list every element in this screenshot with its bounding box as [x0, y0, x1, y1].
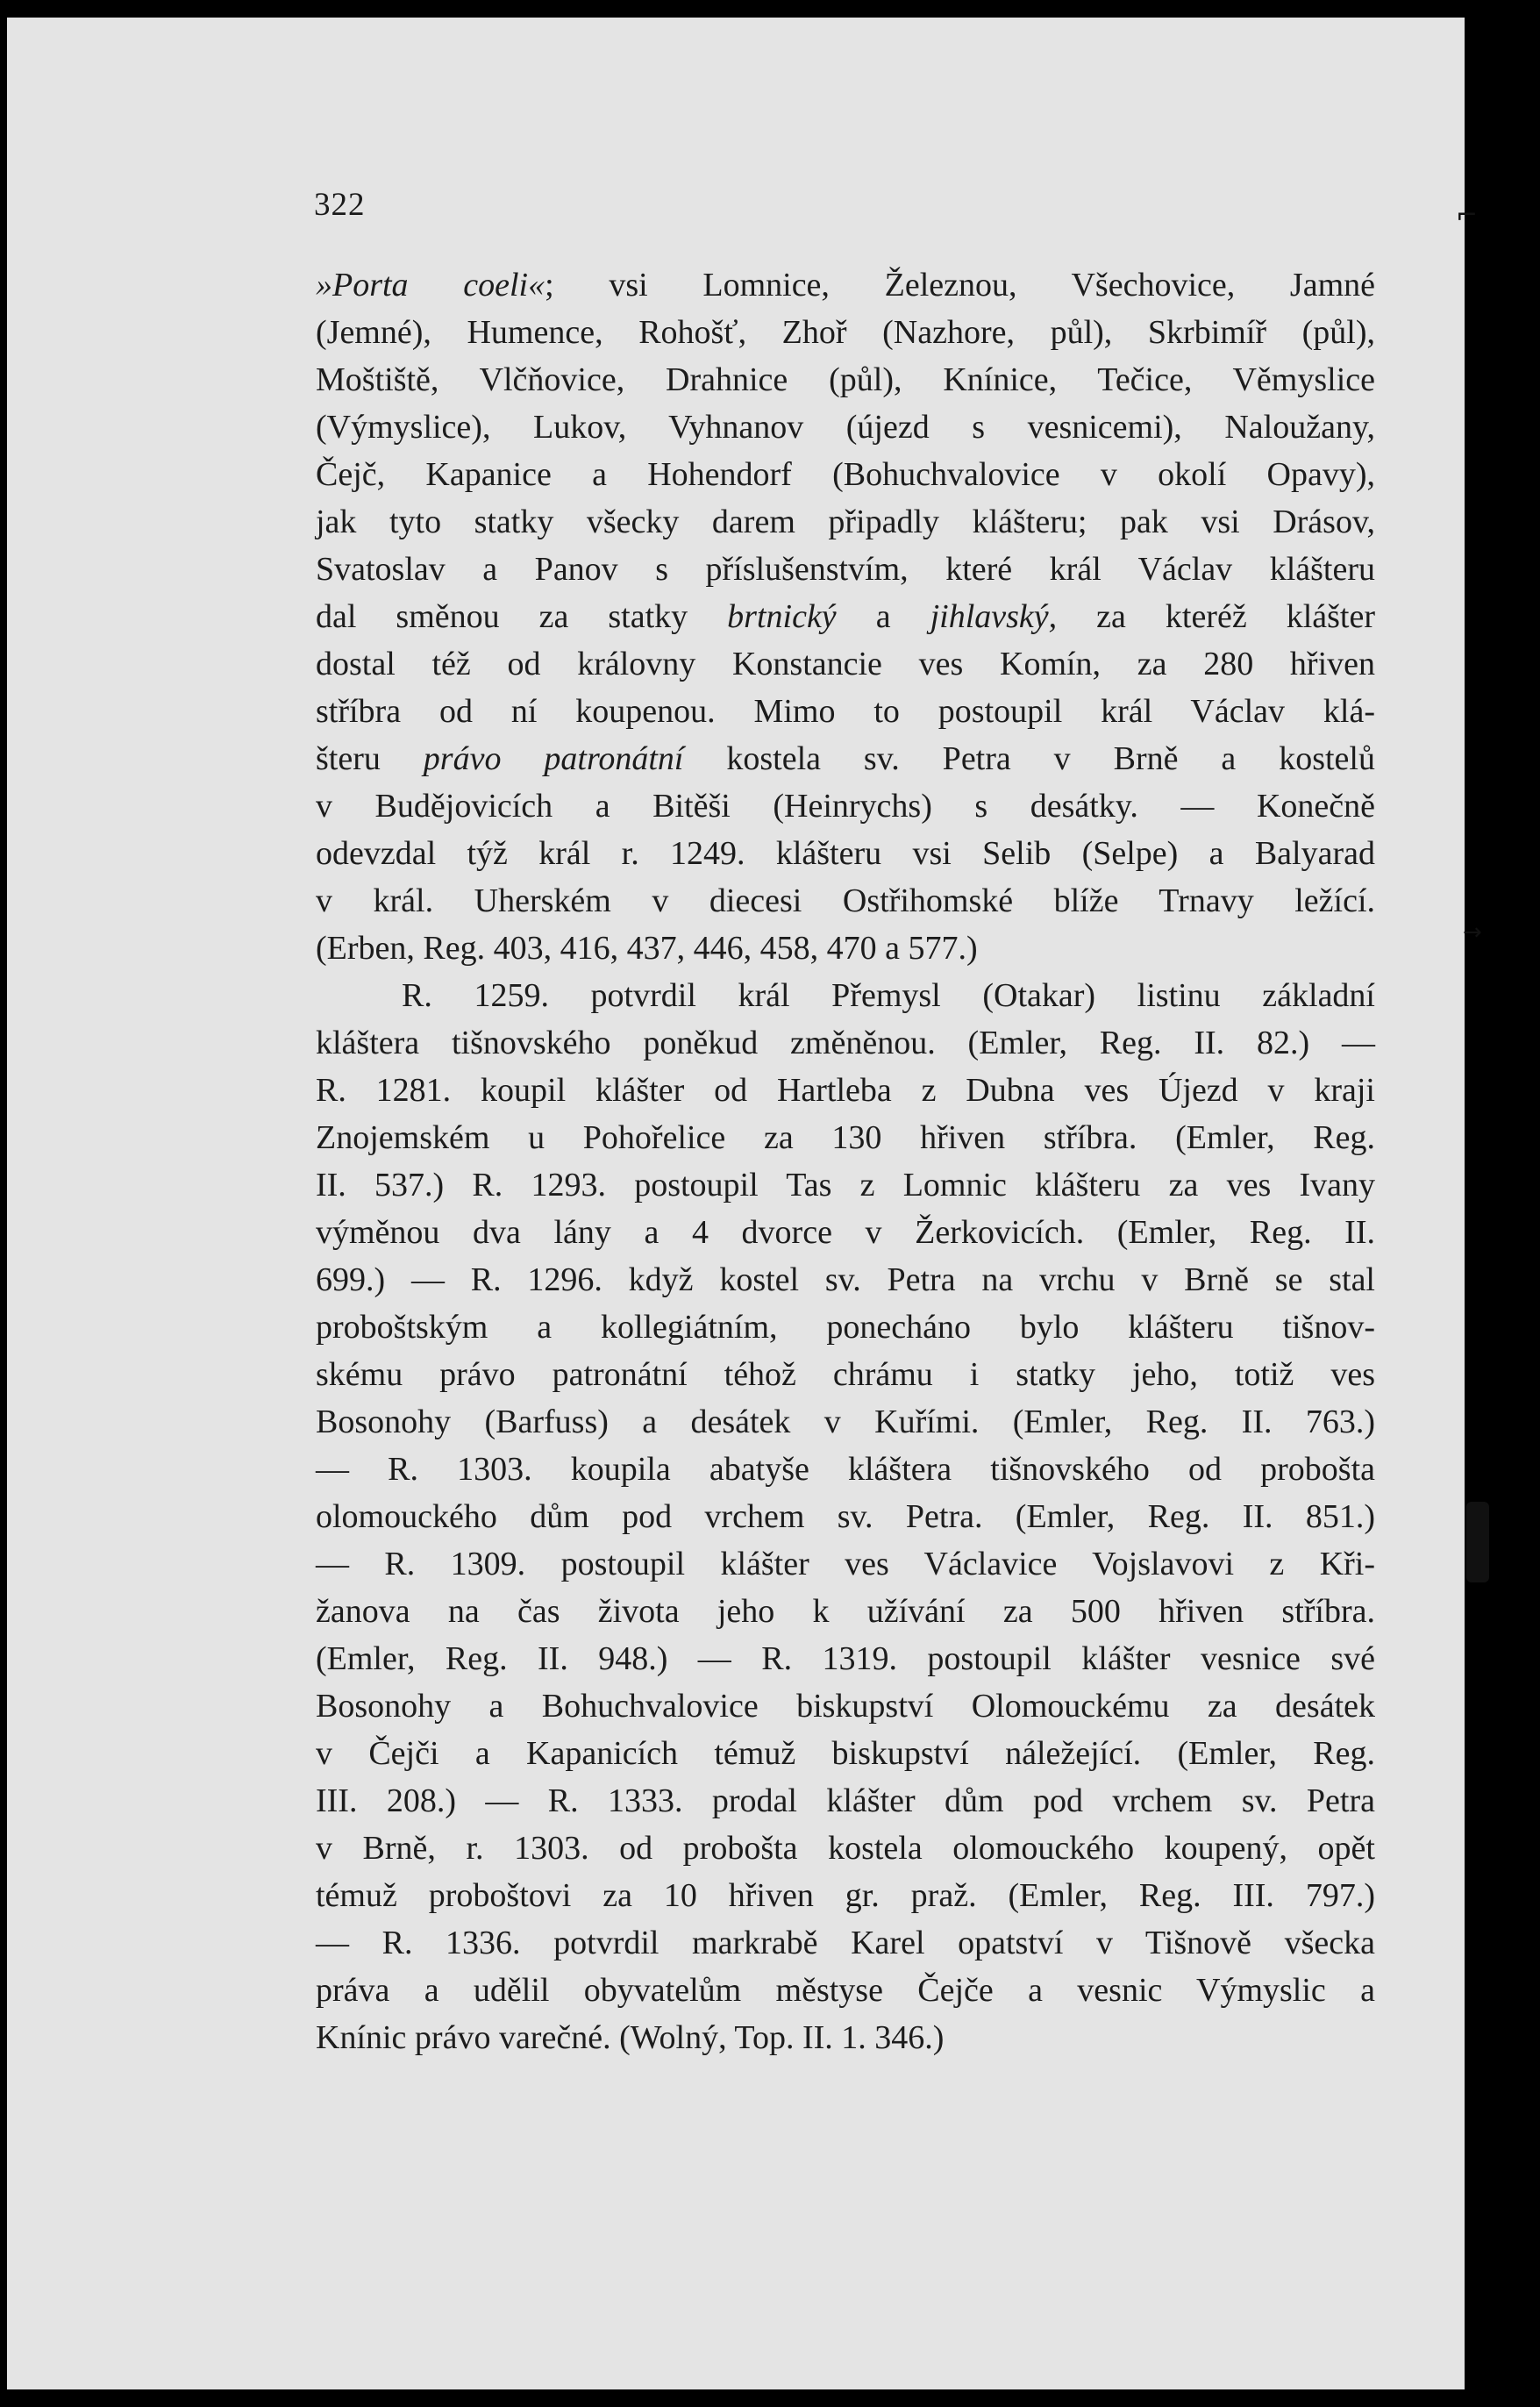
text-segment: skému právo patronátní téhož chrámu i statky jeho, totiž ves [316, 1356, 1375, 1393]
text-segment: (Jemné), Humence, Rohošť, Zhoř (Nazhore, půl), Skrbimíř (půl), [316, 314, 1375, 351]
text-line [316, 1872, 1375, 1919]
text-segment: jak tyto statky všecky darem připadly klášteru; pak vsi Drásov, [316, 504, 1375, 540]
text-line [316, 498, 1375, 546]
text-line [316, 640, 1375, 688]
text-line [316, 261, 1375, 309]
text-line [316, 1588, 1375, 1635]
text-segment: odevzdal týž král r. 1249. klášteru vsi Selib (Selpe) a Balyarad [316, 835, 1375, 872]
text-line [316, 593, 1375, 640]
text-segment: — R. 1309. postoupil klášter ves Václavice Vojslavovi z Kři- [316, 1546, 1375, 1582]
text-line [316, 1209, 1375, 1256]
text-segment: výměnou dva lány a 4 dvorce v Žerkovicích. (Emler, Reg. II. [316, 1214, 1375, 1251]
text-segment: žanova na čas života jeho k užívání za 500 hřiven stříbra. [316, 1593, 1375, 1630]
text-line [316, 451, 1375, 498]
text-line [316, 1161, 1375, 1209]
italic-text: brtnický [727, 598, 837, 635]
text-segment: ; vsi Lomnice, Železnou, Všechovice, Jamné [545, 267, 1375, 304]
text-line [316, 1825, 1375, 1872]
text-segment: — R. 1303. koupila abatyše kláštera tišnovského od probošta [316, 1451, 1375, 1488]
text-segment: (Výmyslice), Lukov, Vyhnanov (újezd s vesnicemi), Naloužany, [316, 409, 1375, 446]
text-segment: (Emler, Reg. II. 948.) — R. 1319. postoupil klášter vesnice své [316, 1640, 1375, 1677]
text-line [316, 2014, 1375, 2061]
text-segment: Moštiště, Vlčňovice, Drahnice (půl), Knínice, Tečice, Věmyslice [316, 361, 1375, 398]
text-segment: kláštera tišnovského poněkud změněnou. (Emler, Reg. II. 82.) — [316, 1025, 1375, 1061]
text-line [316, 546, 1375, 593]
text-segment: v Čejči a Kapanicích témuž biskupství náležející. (Emler, Reg. [316, 1735, 1375, 1772]
text-line [316, 877, 1375, 925]
text-segment: II. 537.) R. 1293. postoupil Tas z Lomnic klášteru za ves Ivany [316, 1167, 1375, 1204]
text-segment: 699.) — R. 1296. když kostel sv. Petra na vrchu v Brně se stal [316, 1261, 1375, 1298]
text-segment: Knínic právo varečné. (Wolný, Top. II. 1. 346.) [316, 2019, 945, 2056]
text-segment: dal směnou za statky [316, 598, 728, 635]
italic-text: »Porta coeli« [316, 267, 545, 304]
text-segment: proboštským a kollegiátním, ponecháno bylo klášteru tišnov- [316, 1309, 1375, 1346]
text-line [316, 1446, 1375, 1493]
text-segment: v Brně, r. 1303. od probošta kostela olomouckého koupený, opět [316, 1830, 1375, 1867]
text-segment: dostal též od královny Konstancie ves Komín, za 280 hřiven [316, 646, 1375, 682]
text-line [316, 1067, 1375, 1114]
text-segment: Bosonohy a Bohuchvalovice biskupství Olomouckému za desátek [316, 1688, 1375, 1725]
text-segment: v král. Uherském v diecesi Ostřihomské blíže Trnavy ležící. [316, 882, 1375, 919]
text-segment: Znojemském u Pohořelice za 130 hřiven stříbra. (Emler, Reg. [316, 1119, 1375, 1156]
text-line [316, 1303, 1375, 1351]
text-line [316, 1019, 1375, 1067]
text-line [316, 1256, 1375, 1303]
text-segment: Bosonohy (Barfuss) a desátek v Kuřími. (Emler, Reg. II. 763.) [316, 1403, 1375, 1440]
scan-edge-shadow [1465, 0, 1540, 2407]
text-line [316, 356, 1375, 404]
text-segment: kostela sv. Petra v Brně a kostelů [683, 740, 1375, 777]
text-line [316, 782, 1375, 830]
text-segment: (Erben, Reg. 403, 416, 437, 446, 458, 470 a 577.) [316, 930, 978, 967]
text-segment: R. 1259. potvrdil král Přemysl (Otakar) listinu základní [402, 977, 1375, 1014]
text-segment: olomouckého dům pod vrchem sv. Petra. (Emler, Reg. II. 851.) [316, 1498, 1375, 1535]
text-line [316, 309, 1375, 356]
text-segment: III. 208.) — R. 1333. prodal klášter dům pod vrchem sv. Petra [316, 1782, 1375, 1819]
text-line [316, 1919, 1375, 1967]
text-segment: témuž proboštovi za 10 hřiven gr. praž. (Emler, Reg. III. 797.) [316, 1877, 1375, 1914]
text-segment: — R. 1336. potvrdil markrabě Karel opatství v Tišnově všecka [316, 1925, 1375, 1961]
text-segment: v Budějovicích a Bitěši (Heinrychs) s desátky. — Konečně [316, 788, 1375, 825]
text-segment: za kteréž klášter [1057, 598, 1375, 635]
text-segment: Svatoslav a Panov s příslušenstvím, které král Václav klášteru [316, 551, 1375, 588]
text-segment: Čejč, Kapanice a Hohendorf (Bohuchvalovice v okolí Opavy), [316, 456, 1375, 493]
text-line [316, 1635, 1375, 1682]
text-line [316, 735, 1375, 782]
italic-text: právo patronátní [423, 740, 684, 777]
text-line [316, 972, 1375, 1019]
text-segment: stříbra od ní koupenou. Mimo to postoupil král Václav klá- [316, 693, 1375, 730]
margin-mark-clip [1466, 1502, 1489, 1582]
margin-mark-mid: → [1463, 919, 1482, 946]
text-line [316, 1682, 1375, 1730]
text-segment: a [836, 598, 930, 635]
text-line [316, 404, 1375, 451]
text-line [316, 1114, 1375, 1161]
book-page [7, 18, 1465, 2389]
text-line [316, 830, 1375, 877]
text-line [316, 925, 1375, 972]
page-number: 322 [314, 187, 366, 223]
margin-mark-top: ⌐ [1456, 200, 1479, 231]
body-text [316, 261, 1375, 2061]
text-segment: šteru [316, 740, 424, 777]
text-line [316, 1493, 1375, 1540]
text-line [316, 1540, 1375, 1588]
italic-text: jihlavský, [930, 598, 1058, 635]
text-line [316, 1730, 1375, 1777]
text-segment: práva a udělil obyvatelům městyse Čejče a vesnic Výmyslic a [316, 1972, 1375, 2009]
text-segment: R. 1281. koupil klášter od Hartleba z Dubna ves Újezd v kraji [316, 1072, 1375, 1109]
text-line [316, 1967, 1375, 2014]
text-line [316, 1351, 1375, 1398]
text-line [316, 1777, 1375, 1825]
text-line [316, 688, 1375, 735]
text-line [316, 1398, 1375, 1446]
